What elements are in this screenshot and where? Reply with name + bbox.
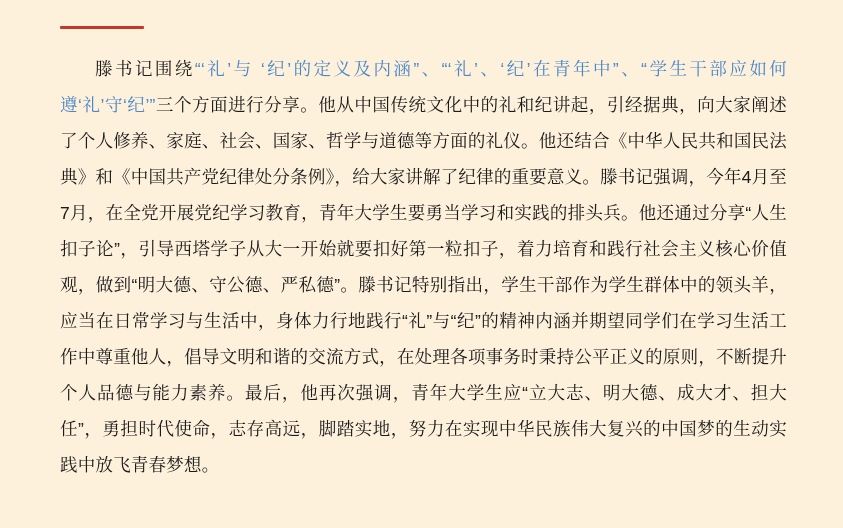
paragraph-highlighted-topics: “‘礼’与 ‘纪’的定义及内涵”、“‘礼’、‘纪’在青年中”、“学生干部应如何遵‘礼’守‘纪’” — [60, 59, 788, 115]
paragraph-main-text: 三个方面进行分享。他从中国传统文化中的礼和纪讲起，引经据典，向大家阐述了个人修养、家庭、社会、国家、哲学与道德等方面的礼仪。他还结合《中华人民共和国民法典》和《中国共产党纪律处分条例》，给大家讲解了纪律的重要意义。滕书记强调，今年4月至7月，在全党开展党纪学习教育，青年大学生要勇当学习和实践的排头兵。他还通过分享“人生扣子论”，引导西塔学子从大一开始就要扣好第一粒扣子，着力培育和践行社会主义核心价值观，做到“明大德、守公德、严私德”。滕书记特别指出，学生干部作为学生群体中的领头羊，应当在日常学习与生活中，身体力行地践行“礼”与“纪”的精神内涵并期望同学们在学习生活工作中尊重他人，倡导文明和谐的交流方式，在处理各项事务时秉持公平正义的原则，不断提升个人品德与能力素养。最后，他再次强调，青年大学生应“立大志、明大德、成大才、担大任”，勇担时代使命，志存高远，脚踏实地，努力在实现中华民族伟大复兴的中国梦的生动实践中放飞青春梦想。 — [60, 95, 788, 475]
paragraph-lead-text: 滕书记围绕 — [95, 59, 195, 79]
body-paragraph — [38, 51, 805, 483]
document-content — [38, 26, 805, 483]
section-divider — [60, 26, 144, 29]
